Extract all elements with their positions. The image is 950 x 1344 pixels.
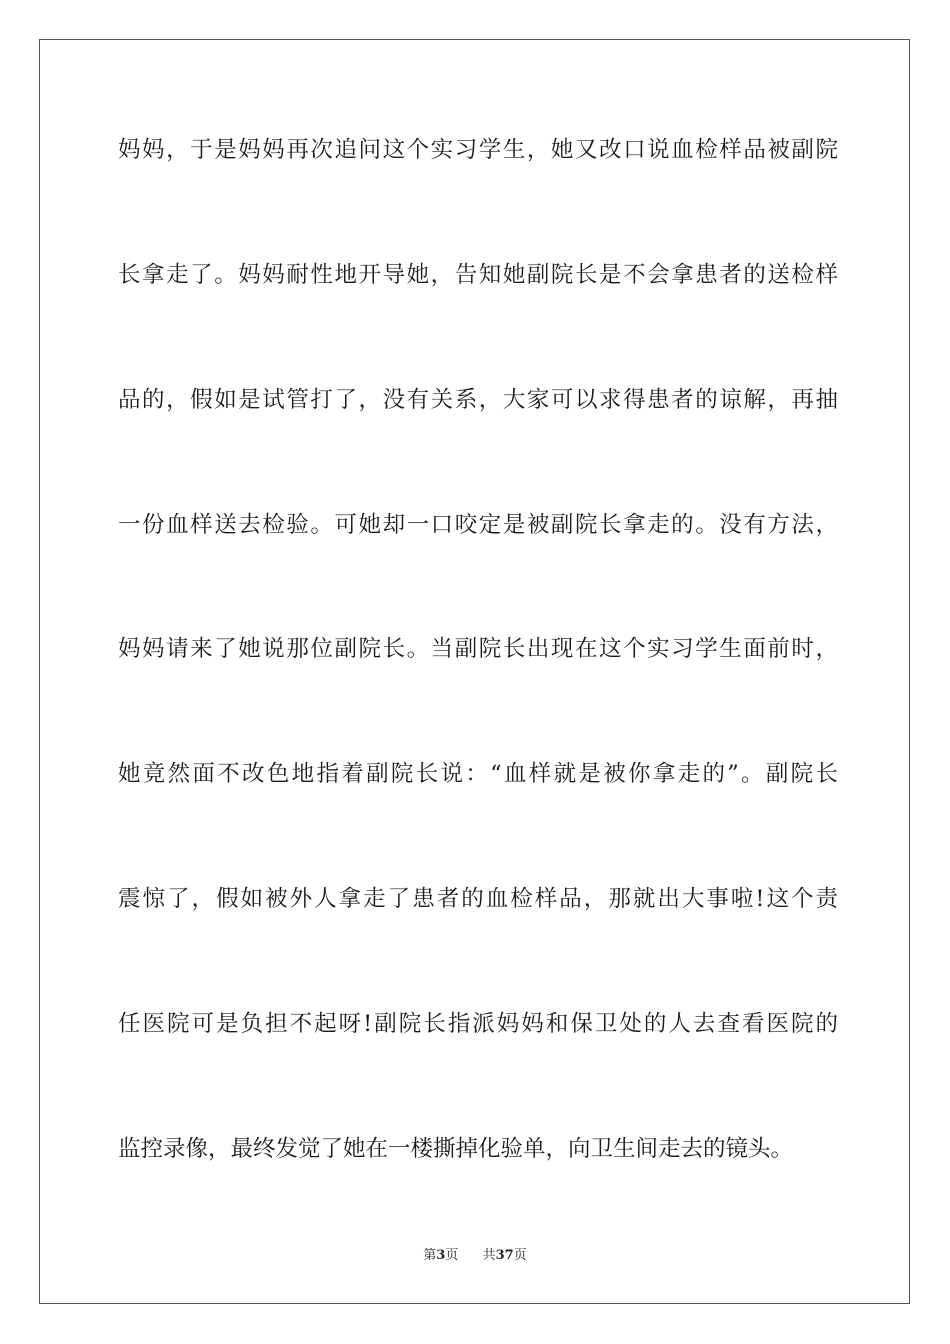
text-line: 一份血样送去检验。可她却一口咬定是被副院长拿走的。没有方法， [118,512,838,538]
total-prefix: 共 [482,1248,496,1263]
text-line: 她竟然面不改色地指着副院长说：“血样就是被你拿走的”。副院长 [118,761,838,787]
current-page-number: 3 [436,1248,446,1263]
text-line: 妈妈，于是妈妈再次追问这个实习学生，她又改口说血检样品被副院 [118,137,838,163]
page-border [39,39,910,1304]
page-footer [0,1247,950,1265]
text-line: 监控录像，最终发觉了她在一楼撕掉化验单，向卫生间走去的镜头。 [118,1136,794,1162]
page-prefix: 第 [423,1248,437,1263]
text-line: 长拿走了。妈妈耐性地开导她，告知她副院长是不会拿患者的送检样 [118,262,838,288]
text-line: 妈妈请来了她说那位副院长。当副院长出现在这个实习学生面前时， [118,636,838,662]
total-pages-label [483,1247,527,1265]
page-suffix: 页 [445,1248,459,1263]
text-line: 任医院可是负担不起呀!副院长指派妈妈和保卫处的人去查看医院的 [118,1011,838,1037]
page-number-label [423,1247,458,1265]
total-page-count: 37 [495,1248,514,1263]
total-suffix: 页 [513,1248,527,1263]
text-line: 品的，假如是试管打了，没有关系，大家可以求得患者的谅解，再抽 [118,387,838,413]
text-line: 震惊了，假如被外人拿走了患者的血检样品，那就出大事啦!这个责 [118,886,838,912]
